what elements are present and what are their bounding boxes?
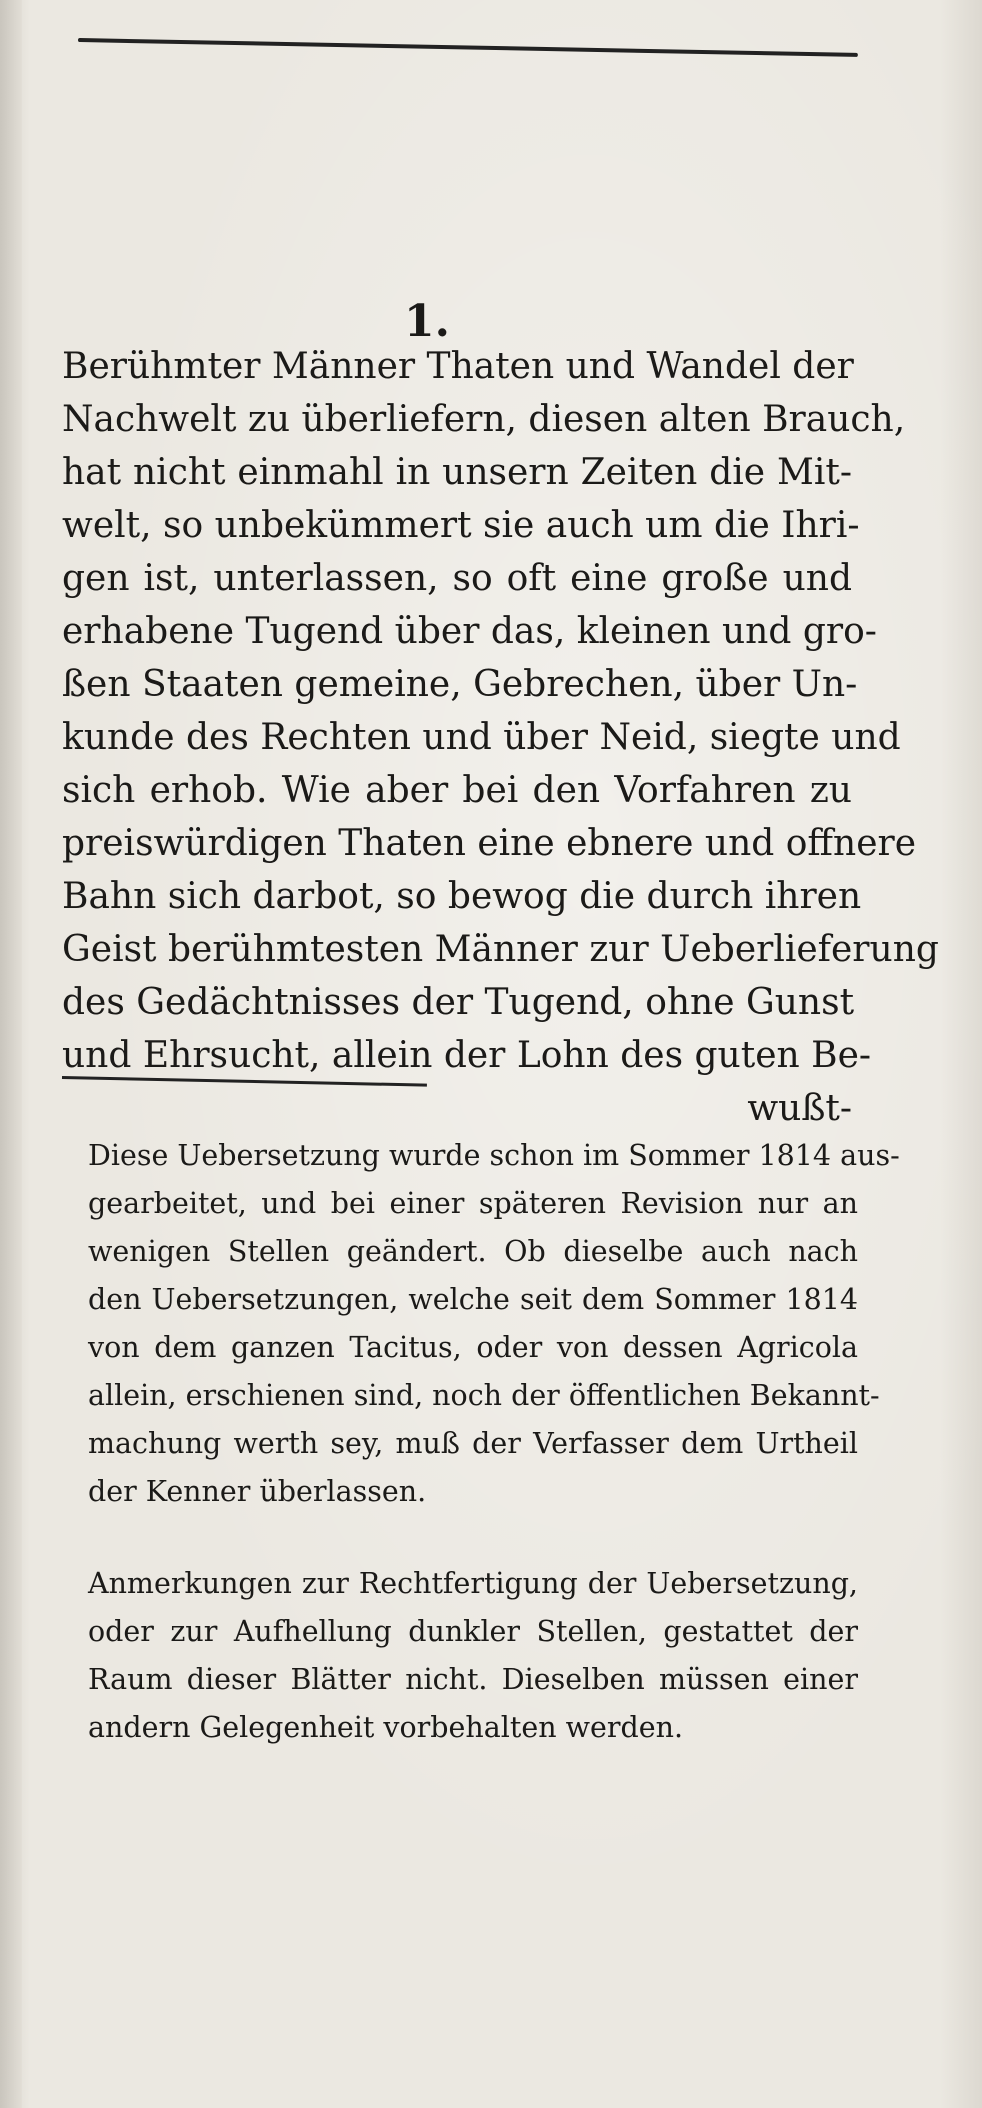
footnote-line: machung werth sey, muß der Verfasser dem Urtheil [88,1427,858,1460]
text-line: gen ist, unterlassen, so oft eine große und [62,558,852,599]
annotation-note [88,1560,858,1752]
footnote-line: allein, erschienen sind, noch der öffentlichen Bekannt- [88,1379,880,1412]
footnote-line: von dem ganzen Tacitus, oder von dessen Agricola [88,1331,858,1364]
chapter-number: 1. [404,296,450,347]
text-line: Geist berühmtesten Männer zur Ueberlieferung [62,929,939,970]
annotation-line: Raum dieser Blätter nicht. Dieselben müssen einer [88,1663,858,1696]
main-paragraph [62,340,939,1135]
annotation-line: Anmerkungen zur Rechtfertigung der Uebersetzung, [88,1567,858,1600]
catchword: wußt- [747,1088,852,1129]
text-line: und Ehrsucht, allein der Lohn des guten Be- [62,1035,872,1076]
text-line: Bahn sich darbot, so bewog die durch ihren [62,876,862,917]
text-line: kunde des Rechten und über Neid, siegte und [62,717,901,758]
text-line: ßen Staaten gemeine, Gebrechen, über Un- [62,664,858,705]
annotation-line: oder zur Aufhellung dunkler Stellen, gestattet der [88,1615,858,1648]
text-line: hat nicht einmahl in unsern Zeiten die Mit- [62,452,852,493]
text-line: preiswürdigen Thaten eine ebnere und offnere [62,823,917,864]
annotation-line: andern Gelegenheit vorbehalten werden. [88,1711,684,1744]
footnote-line: den Uebersetzungen, welche seit dem Sommer 1814 [88,1283,858,1316]
footnote-line: gearbeitet, und bei einer späteren Revision nur an [88,1187,858,1220]
text-line: sich erhob. Wie aber bei den Vorfahren zu [62,770,852,811]
footnote-line: wenigen Stellen geändert. Ob dieselbe auch nach [88,1235,858,1268]
text-line: Nachwelt zu überliefern, diesen alten Brauch, [62,399,906,440]
footnote-line: Diese Uebersetzung wurde schon im Sommer 1814 aus- [88,1139,900,1172]
text-line: Berühmter Männer Thaten und Wandel der [62,346,854,387]
header-rule [78,38,858,57]
footnote [88,1132,900,1516]
text-line: welt, so unbekümmert sie auch um die Ihri- [62,505,860,546]
text-line: erhabene Tugend über das, kleinen und gro- [62,611,877,652]
page-gutter [0,0,22,2108]
text-line: des Gedächtnisses der Tugend, ohne Gunst [62,982,855,1023]
footnote-line: der Kenner überlassen. [88,1475,427,1508]
